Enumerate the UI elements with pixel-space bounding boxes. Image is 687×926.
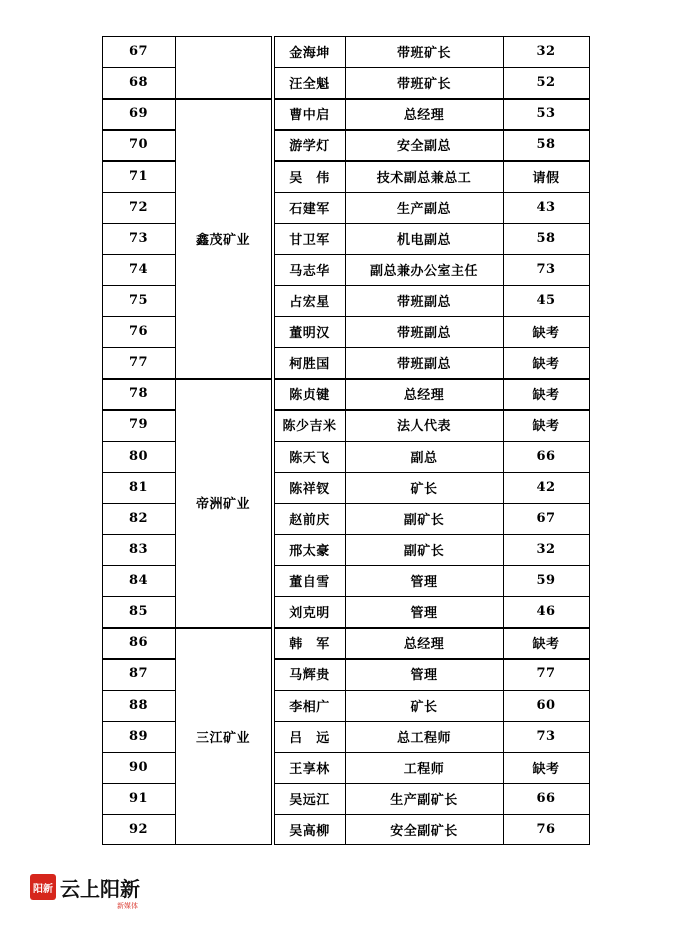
row-number-cell: 84 <box>128 573 149 589</box>
row-number-cell: 69 <box>128 106 149 122</box>
company-cell: 鑫茂矿业 <box>195 232 250 248</box>
table-hline <box>274 534 590 535</box>
table-hline <box>274 316 590 317</box>
score-cell: 67 <box>536 510 556 526</box>
table-hline <box>274 690 590 691</box>
company-cell: 帝洲矿业 <box>195 497 250 513</box>
row-number-cell: 75 <box>128 293 149 308</box>
position-cell: 带班副总 <box>396 326 451 342</box>
row-number-cell: 81 <box>128 479 149 495</box>
yunshang-yangxin-logo <box>30 872 140 910</box>
table-hline <box>102 36 175 37</box>
table-hline <box>274 192 590 193</box>
table-hline <box>102 378 175 379</box>
row-number-cell: 76 <box>128 324 149 340</box>
position-cell: 生产副矿长 <box>390 792 458 808</box>
position-cell: 副矿长 <box>403 512 445 528</box>
table-hline <box>102 658 175 659</box>
table-hline <box>274 627 590 628</box>
row-number-cell: 86 <box>128 635 149 651</box>
table-hline <box>102 752 175 753</box>
row-number-cell: 68 <box>128 75 149 91</box>
table-vline <box>271 36 272 844</box>
table-hline <box>175 844 272 845</box>
table-hline <box>102 192 175 193</box>
table-hline <box>102 160 175 161</box>
score-cell: 73 <box>536 261 556 277</box>
row-number-cell: 87 <box>128 666 149 682</box>
row-number-cell: 92 <box>128 822 149 838</box>
position-cell: 法人代表 <box>396 419 451 435</box>
name-cell: 陈贞键 <box>289 388 330 404</box>
table-hline <box>274 98 590 99</box>
table-hline <box>274 285 590 286</box>
score-cell: 58 <box>536 230 556 246</box>
score-cell: 52 <box>536 75 556 91</box>
position-cell: 总经理 <box>403 388 445 404</box>
position-cell: 带班副总 <box>396 295 451 310</box>
table-hline <box>274 596 590 597</box>
name-cell: 甘卫军 <box>289 232 330 248</box>
table-hline <box>102 844 176 845</box>
table-hline <box>274 472 590 473</box>
table-hline <box>274 129 590 130</box>
name-cell: 石建军 <box>289 201 330 217</box>
name-cell: 曹中启 <box>289 108 330 124</box>
row-number-cell: 88 <box>128 697 149 713</box>
score-cell: 76 <box>536 822 556 838</box>
table-hline <box>274 565 590 566</box>
score-cell: 58 <box>536 137 556 153</box>
table-hline <box>274 378 590 379</box>
name-cell: 吕 远 <box>289 730 330 746</box>
table-hline <box>102 503 175 504</box>
table-hline <box>102 627 175 628</box>
name-cell: 汪全魁 <box>289 77 330 93</box>
name-cell: 董自雪 <box>289 575 330 591</box>
name-cell: 占宏星 <box>289 295 330 310</box>
table-hline <box>102 783 175 784</box>
row-number-cell: 77 <box>128 355 149 371</box>
table-hline <box>102 472 175 473</box>
position-cell: 安全副总 <box>396 139 451 155</box>
row-number-cell: 89 <box>128 728 149 744</box>
position-cell: 矿长 <box>410 699 438 715</box>
row-number-cell: 67 <box>128 44 149 60</box>
table-hline <box>274 254 590 255</box>
logo-wordmark <box>60 873 140 910</box>
table-hline <box>102 534 175 535</box>
logo-text: 云上阳新 <box>60 876 140 901</box>
score-cell: 66 <box>536 448 556 464</box>
table-hline <box>274 783 590 784</box>
table-hline <box>102 223 175 224</box>
table-hline <box>102 316 175 317</box>
score-cell: 46 <box>536 604 556 620</box>
score-cell: 73 <box>536 728 556 744</box>
position-cell: 管理 <box>410 606 438 622</box>
table-hline <box>102 347 175 348</box>
name-cell: 吴高柳 <box>289 824 330 840</box>
table-hline <box>102 98 175 99</box>
row-number-cell: 80 <box>128 448 149 464</box>
table-hline <box>274 503 590 504</box>
score-cell: 32 <box>536 541 556 557</box>
score-cell: 77 <box>536 666 556 682</box>
logo-subtext: 新媒体 <box>117 901 138 910</box>
row-number-cell: 72 <box>128 199 149 215</box>
name-cell: 董明汉 <box>289 326 330 342</box>
position-cell: 带班副总 <box>396 357 451 373</box>
position-cell: 安全副矿长 <box>390 824 458 840</box>
score-cell: 缺考 <box>532 761 560 777</box>
score-cell: 59 <box>536 573 556 589</box>
table-hline <box>274 223 590 224</box>
name-cell: 吴 伟 <box>289 170 330 186</box>
name-cell: 刘克明 <box>289 606 330 622</box>
table-hline <box>274 67 590 68</box>
score-cell: 缺考 <box>532 637 560 653</box>
row-number-cell: 79 <box>128 417 149 433</box>
table-hline <box>102 441 175 442</box>
table-hline <box>274 844 590 845</box>
table-hline <box>274 160 590 161</box>
company-cell: 三江矿业 <box>195 730 250 746</box>
table-hline <box>102 565 175 566</box>
position-cell: 工程师 <box>403 761 445 777</box>
position-cell: 矿长 <box>410 481 438 497</box>
name-cell: 柯胜国 <box>289 357 330 373</box>
table-hline <box>274 347 590 348</box>
row-number-cell: 78 <box>128 386 149 402</box>
table-hline <box>102 721 175 722</box>
company-cell <box>175 36 271 98</box>
row-number-cell: 91 <box>128 790 149 806</box>
row-number-cell: 90 <box>128 759 149 775</box>
score-cell: 缺考 <box>532 357 560 373</box>
position-cell: 总经理 <box>403 108 445 124</box>
table-hline <box>102 67 175 68</box>
position-cell: 总工程师 <box>396 730 451 746</box>
position-cell: 生产副总 <box>396 201 451 217</box>
name-cell: 马辉贵 <box>289 668 330 684</box>
table-hline <box>274 814 590 815</box>
table-hline <box>274 441 590 442</box>
position-cell: 技术副总兼总工 <box>376 170 472 186</box>
name-cell: 赵前庆 <box>289 512 330 528</box>
name-cell: 李相广 <box>289 699 330 715</box>
name-cell: 陈天飞 <box>289 450 330 466</box>
row-number-cell: 82 <box>128 510 149 526</box>
table-hline <box>102 596 175 597</box>
table-hline <box>274 36 590 37</box>
logo-badge-icon <box>30 874 56 900</box>
row-number-cell: 70 <box>128 137 149 153</box>
name-cell: 游学灯 <box>289 139 330 155</box>
logo-badge-text: 阳新 <box>33 883 53 895</box>
table-hline <box>274 658 590 659</box>
score-cell: 60 <box>536 697 556 713</box>
table-hline <box>102 814 175 815</box>
position-cell: 管理 <box>410 575 438 591</box>
score-cell: 缺考 <box>532 419 560 435</box>
name-cell: 韩 军 <box>289 637 330 653</box>
table-hline <box>102 254 175 255</box>
table-hline <box>274 752 590 753</box>
score-cell: 请假 <box>532 170 560 186</box>
name-cell: 王享林 <box>289 761 330 777</box>
score-cell: 缺考 <box>532 388 560 404</box>
table-hline <box>274 409 590 410</box>
score-cell: 43 <box>536 199 556 215</box>
score-cell: 42 <box>536 479 556 495</box>
position-cell: 副矿长 <box>403 543 445 559</box>
score-cell: 66 <box>536 790 556 806</box>
score-cell: 缺考 <box>532 326 560 342</box>
position-cell: 副总 <box>410 450 438 466</box>
name-cell: 邢太豪 <box>289 543 330 559</box>
row-number-cell: 74 <box>128 261 149 277</box>
row-number-cell: 83 <box>128 541 149 557</box>
name-cell: 吴远江 <box>289 792 330 808</box>
score-cell: 53 <box>536 106 556 122</box>
position-cell: 带班矿长 <box>396 46 451 62</box>
table-hline <box>274 721 590 722</box>
position-cell: 机电副总 <box>396 232 451 248</box>
position-cell: 管理 <box>410 668 438 684</box>
name-cell: 陈少吉米 <box>282 419 337 435</box>
row-number-cell: 85 <box>128 604 149 620</box>
row-number-cell: 71 <box>128 168 149 184</box>
name-cell: 金海坤 <box>289 46 330 62</box>
name-cell: 马志华 <box>289 263 330 279</box>
table-hline <box>102 690 175 691</box>
table-hline <box>102 409 175 410</box>
score-cell: 32 <box>536 44 556 60</box>
name-cell: 陈祥钗 <box>289 481 330 497</box>
position-cell: 副总兼办公室主任 <box>369 263 478 279</box>
position-cell: 总经理 <box>403 637 445 653</box>
table-hline <box>102 129 175 130</box>
position-cell: 带班矿长 <box>396 77 451 93</box>
table-hline <box>102 285 175 286</box>
score-cell: 45 <box>536 293 556 308</box>
row-number-cell: 73 <box>128 230 149 246</box>
